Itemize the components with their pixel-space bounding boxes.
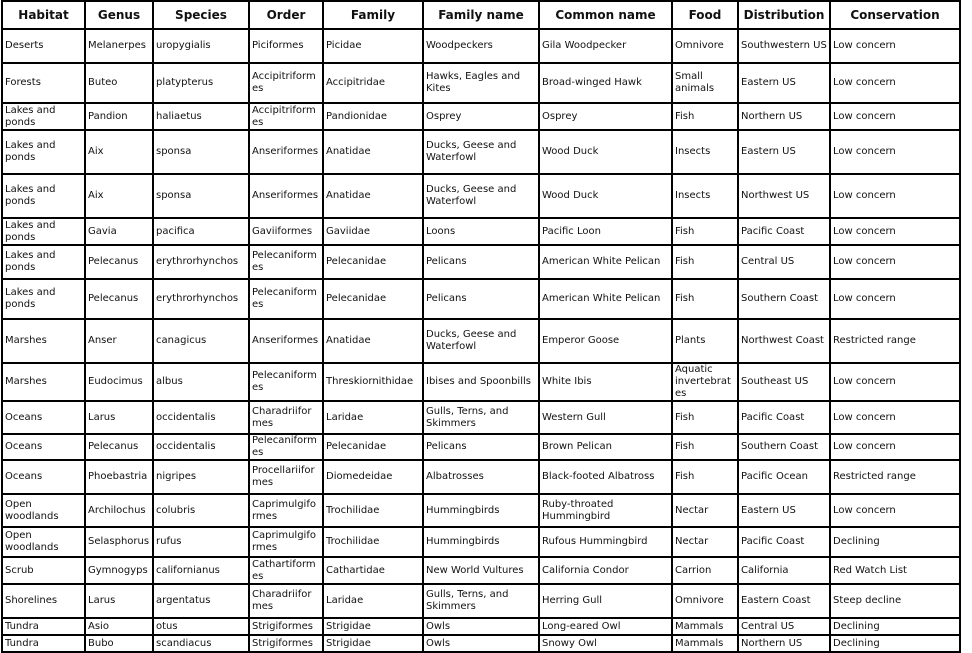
cell-genus[interactable]: Gavia — [85, 218, 153, 245]
cell-family[interactable]: Trochilidae — [323, 527, 423, 557]
cell-distribution[interactable]: Pacific Coast — [738, 401, 830, 434]
table-row — [2, 557, 960, 584]
cell-species[interactable]: colubris — [153, 494, 249, 527]
cell-food[interactable]: Fish — [672, 460, 738, 494]
cell-species[interactable]: haliaetus — [153, 103, 249, 130]
cell-order[interactable]: Pelecaniformes — [249, 434, 323, 460]
cell-food[interactable]: Fish — [672, 245, 738, 279]
cell-species[interactable]: erythrorhynchos — [153, 279, 249, 319]
cell-family-name[interactable]: Osprey — [423, 103, 539, 130]
cell-food[interactable]: Aquatic invertebrates — [672, 363, 738, 401]
cell-distribution[interactable]: Southern Coast — [738, 279, 830, 319]
cell-habitat[interactable]: Open woodlands — [2, 494, 85, 527]
cell-family-name[interactable]: Hummingbirds — [423, 494, 539, 527]
cell-habitat[interactable]: Deserts — [2, 29, 85, 63]
column-header-common-name[interactable]: Common name — [539, 1, 672, 29]
cell-habitat[interactable]: Shorelines — [2, 584, 85, 618]
cell-family[interactable]: Pelecanidae — [323, 245, 423, 279]
cell-conservation[interactable]: Low concern — [830, 245, 960, 279]
column-header-genus[interactable]: Genus — [85, 1, 153, 29]
column-header-species[interactable]: Species — [153, 1, 249, 29]
cell-family-name[interactable]: Gulls, Terns, and Skimmers — [423, 401, 539, 434]
cell-distribution[interactable]: Northern US — [738, 103, 830, 130]
cell-habitat[interactable]: Marshes — [2, 319, 85, 363]
cell-species[interactable]: uropygialis — [153, 29, 249, 63]
cell-conservation[interactable]: Low concern — [830, 279, 960, 319]
cell-habitat[interactable]: Tundra — [2, 618, 85, 635]
cell-family[interactable]: Gaviidae — [323, 218, 423, 245]
cell-species[interactable]: occidentalis — [153, 401, 249, 434]
cell-family-name[interactable]: Ducks, Geese and Waterfowl — [423, 174, 539, 218]
cell-food[interactable]: Fish — [672, 279, 738, 319]
cell-food[interactable]: Small animals — [672, 63, 738, 103]
cell-genus[interactable]: Selasphorus — [85, 527, 153, 557]
cell-family[interactable]: Laridae — [323, 584, 423, 618]
table-row — [2, 460, 960, 494]
cell-common-name[interactable]: Brown Pelican — [539, 434, 672, 460]
cell-habitat[interactable]: Lakes and ponds — [2, 103, 85, 130]
cell-conservation[interactable]: Low concern — [830, 130, 960, 174]
cell-conservation[interactable]: Low concern — [830, 401, 960, 434]
cell-distribution[interactable]: Southwestern US — [738, 29, 830, 63]
table-row — [2, 218, 960, 245]
cell-conservation[interactable]: Low concern — [830, 63, 960, 103]
cell-species[interactable]: californianus — [153, 557, 249, 584]
cell-food[interactable]: Nectar — [672, 494, 738, 527]
cell-conservation[interactable]: Declining — [830, 527, 960, 557]
cell-common-name[interactable]: Wood Duck — [539, 174, 672, 218]
cell-food[interactable]: Omnivore — [672, 29, 738, 63]
cell-genus[interactable]: Eudocimus — [85, 363, 153, 401]
cell-food[interactable]: Fish — [672, 103, 738, 130]
table-row — [2, 319, 960, 363]
table-row — [2, 130, 960, 174]
cell-order[interactable]: Strigiformes — [249, 618, 323, 635]
table-row — [2, 29, 960, 63]
cell-genus[interactable]: Larus — [85, 401, 153, 434]
table-row — [2, 618, 960, 635]
cell-family[interactable]: Strigidae — [323, 618, 423, 635]
cell-conservation[interactable]: Low concern — [830, 363, 960, 401]
cell-family-name[interactable]: Hummingbirds — [423, 527, 539, 557]
cell-food[interactable]: Fish — [672, 401, 738, 434]
cell-order[interactable]: Pelecaniformes — [249, 245, 323, 279]
cell-habitat[interactable]: Lakes and ponds — [2, 245, 85, 279]
cell-species[interactable]: scandiacus — [153, 635, 249, 652]
cell-conservation[interactable]: Low concern — [830, 29, 960, 63]
cell-distribution[interactable]: Eastern US — [738, 494, 830, 527]
cell-order[interactable]: Strigiformes — [249, 635, 323, 652]
cell-family[interactable]: Laridae — [323, 401, 423, 434]
column-header-family[interactable]: Family — [323, 1, 423, 29]
cell-order[interactable]: Cathartiformes — [249, 557, 323, 584]
cell-common-name[interactable]: Pacific Loon — [539, 218, 672, 245]
column-header-habitat[interactable]: Habitat — [2, 1, 85, 29]
cell-genus[interactable]: Aix — [85, 130, 153, 174]
column-header-order[interactable]: Order — [249, 1, 323, 29]
cell-distribution[interactable]: Eastern US — [738, 130, 830, 174]
table-row — [2, 527, 960, 557]
cell-habitat[interactable]: Lakes and ponds — [2, 218, 85, 245]
cell-distribution[interactable]: California — [738, 557, 830, 584]
cell-family-name[interactable]: Ducks, Geese and Waterfowl — [423, 130, 539, 174]
cell-genus[interactable]: Anser — [85, 319, 153, 363]
cell-conservation[interactable]: Restricted range — [830, 460, 960, 494]
column-header-distribution[interactable]: Distribution — [738, 1, 830, 29]
cell-genus[interactable]: Melanerpes — [85, 29, 153, 63]
cell-family[interactable]: Strigidae — [323, 635, 423, 652]
cell-family-name[interactable]: Ibises and Spoonbills — [423, 363, 539, 401]
cell-common-name[interactable]: Herring Gull — [539, 584, 672, 618]
cell-common-name[interactable]: Rufous Hummingbird — [539, 527, 672, 557]
cell-family-name[interactable]: New World Vultures — [423, 557, 539, 584]
cell-family-name[interactable]: Pelicans — [423, 279, 539, 319]
cell-distribution[interactable]: Northwest Coast — [738, 319, 830, 363]
cell-distribution[interactable]: Southeast US — [738, 363, 830, 401]
cell-species[interactable]: otus — [153, 618, 249, 635]
cell-food[interactable]: Insects — [672, 130, 738, 174]
cell-species[interactable]: occidentalis — [153, 434, 249, 460]
cell-conservation[interactable]: Low concern — [830, 434, 960, 460]
cell-family[interactable]: Anatidae — [323, 319, 423, 363]
table-row — [2, 434, 960, 460]
column-header-conservation[interactable]: Conservation — [830, 1, 960, 29]
header-row — [2, 1, 960, 29]
cell-species[interactable]: sponsa — [153, 174, 249, 218]
cell-conservation[interactable]: Declining — [830, 635, 960, 652]
cell-common-name[interactable]: Western Gull — [539, 401, 672, 434]
cell-conservation[interactable]: Low concern — [830, 218, 960, 245]
cell-distribution[interactable]: Eastern Coast — [738, 584, 830, 618]
cell-species[interactable]: albus — [153, 363, 249, 401]
cell-distribution[interactable]: Northwest US — [738, 174, 830, 218]
cell-family[interactable]: Cathartidae — [323, 557, 423, 584]
cell-distribution[interactable]: Eastern US — [738, 63, 830, 103]
cell-order[interactable]: Accipitriformes — [249, 103, 323, 130]
cell-species[interactable]: rufus — [153, 527, 249, 557]
cell-common-name[interactable]: Broad-winged Hawk — [539, 63, 672, 103]
cell-common-name[interactable]: Snowy Owl — [539, 635, 672, 652]
cell-food[interactable]: Plants — [672, 319, 738, 363]
cell-genus[interactable]: Bubo — [85, 635, 153, 652]
table-row — [2, 584, 960, 618]
cell-habitat[interactable]: Scrub — [2, 557, 85, 584]
cell-food[interactable]: Fish — [672, 218, 738, 245]
cell-family[interactable]: Pelecanidae — [323, 434, 423, 460]
cell-family-name[interactable]: Woodpeckers — [423, 29, 539, 63]
cell-order[interactable]: Pelecaniformes — [249, 363, 323, 401]
cell-order[interactable]: Pelecaniformes — [249, 279, 323, 319]
cell-genus[interactable]: Aix — [85, 174, 153, 218]
cell-genus[interactable]: Asio — [85, 618, 153, 635]
cell-common-name[interactable]: American White Pelican — [539, 245, 672, 279]
cell-genus[interactable]: Pandion — [85, 103, 153, 130]
cell-family-name[interactable]: Pelicans — [423, 245, 539, 279]
cell-conservation[interactable]: Declining — [830, 618, 960, 635]
cell-distribution[interactable]: Southern Coast — [738, 434, 830, 460]
cell-distribution[interactable]: Pacific Ocean — [738, 460, 830, 494]
cell-common-name[interactable]: Long-eared Owl — [539, 618, 672, 635]
cell-distribution[interactable]: Central US — [738, 618, 830, 635]
cell-habitat[interactable]: Oceans — [2, 460, 85, 494]
cell-distribution[interactable]: Northern US — [738, 635, 830, 652]
cell-genus[interactable]: Pelecanus — [85, 434, 153, 460]
cell-family-name[interactable]: Hawks, Eagles and Kites — [423, 63, 539, 103]
bird-table — [1, 0, 961, 653]
cell-food[interactable]: Omnivore — [672, 584, 738, 618]
table-row — [2, 494, 960, 527]
cell-family[interactable]: Pelecanidae — [323, 279, 423, 319]
cell-food[interactable]: Fish — [672, 434, 738, 460]
cell-family[interactable]: Anatidae — [323, 130, 423, 174]
cell-order[interactable]: Gaviiformes — [249, 218, 323, 245]
table-row — [2, 174, 960, 218]
cell-food[interactable]: Nectar — [672, 527, 738, 557]
cell-distribution[interactable]: Pacific Coast — [738, 527, 830, 557]
table-row — [2, 401, 960, 434]
cell-distribution[interactable]: Pacific Coast — [738, 218, 830, 245]
cell-species[interactable]: nigripes — [153, 460, 249, 494]
cell-conservation[interactable]: Low concern — [830, 103, 960, 130]
cell-species[interactable]: sponsa — [153, 130, 249, 174]
cell-food[interactable]: Carrion — [672, 557, 738, 584]
cell-genus[interactable]: Gymnogyps — [85, 557, 153, 584]
cell-family-name[interactable]: Pelicans — [423, 434, 539, 460]
cell-family-name[interactable]: Ducks, Geese and Waterfowl — [423, 319, 539, 363]
cell-family-name[interactable]: Loons — [423, 218, 539, 245]
cell-species[interactable]: pacifica — [153, 218, 249, 245]
cell-common-name[interactable]: Wood Duck — [539, 130, 672, 174]
cell-common-name[interactable]: Ruby-throated Hummingbird — [539, 494, 672, 527]
cell-habitat[interactable]: Oceans — [2, 434, 85, 460]
cell-order[interactable]: Anseriformes — [249, 319, 323, 363]
table-row — [2, 245, 960, 279]
cell-genus[interactable]: Buteo — [85, 63, 153, 103]
cell-genus[interactable]: Larus — [85, 584, 153, 618]
cell-habitat[interactable]: Tundra — [2, 635, 85, 652]
cell-common-name[interactable]: American White Pelican — [539, 279, 672, 319]
cell-species[interactable]: platypterus — [153, 63, 249, 103]
cell-common-name[interactable]: California Condor — [539, 557, 672, 584]
cell-habitat[interactable]: Lakes and ponds — [2, 130, 85, 174]
cell-food[interactable]: Mammals — [672, 618, 738, 635]
cell-common-name[interactable]: Emperor Goose — [539, 319, 672, 363]
cell-common-name[interactable]: White Ibis — [539, 363, 672, 401]
cell-genus[interactable]: Pelecanus — [85, 279, 153, 319]
cell-habitat[interactable]: Lakes and ponds — [2, 279, 85, 319]
cell-food[interactable]: Insects — [672, 174, 738, 218]
cell-order[interactable]: Anseriformes — [249, 130, 323, 174]
table-row — [2, 635, 960, 652]
cell-family-name[interactable]: Owls — [423, 635, 539, 652]
cell-order[interactable]: Piciformes — [249, 29, 323, 63]
cell-habitat[interactable]: Oceans — [2, 401, 85, 434]
cell-family[interactable]: Anatidae — [323, 174, 423, 218]
cell-habitat[interactable]: Marshes — [2, 363, 85, 401]
column-header-food[interactable]: Food — [672, 1, 738, 29]
cell-order[interactable]: Accipitriformes — [249, 63, 323, 103]
cell-species[interactable]: canagicus — [153, 319, 249, 363]
table-body — [2, 29, 960, 652]
cell-conservation[interactable]: Low concern — [830, 494, 960, 527]
cell-order[interactable]: Charadriiformes — [249, 584, 323, 618]
cell-conservation[interactable]: Red Watch List — [830, 557, 960, 584]
cell-food[interactable]: Mammals — [672, 635, 738, 652]
cell-common-name[interactable]: Gila Woodpecker — [539, 29, 672, 63]
cell-order[interactable]: Caprimulgiformes — [249, 527, 323, 557]
cell-order[interactable]: Charadriiformes — [249, 401, 323, 434]
cell-habitat[interactable]: Open woodlands — [2, 527, 85, 557]
cell-family-name[interactable]: Albatrosses — [423, 460, 539, 494]
column-header-family-name[interactable]: Family name — [423, 1, 539, 29]
cell-genus[interactable]: Phoebastria — [85, 460, 153, 494]
cell-species[interactable]: argentatus — [153, 584, 249, 618]
cell-family[interactable]: Picidae — [323, 29, 423, 63]
cell-genus[interactable]: Pelecanus — [85, 245, 153, 279]
cell-species[interactable]: erythrorhynchos — [153, 245, 249, 279]
cell-family-name[interactable]: Owls — [423, 618, 539, 635]
cell-common-name[interactable]: Black-footed Albatross — [539, 460, 672, 494]
table-row — [2, 279, 960, 319]
cell-distribution[interactable]: Central US — [738, 245, 830, 279]
cell-common-name[interactable]: Osprey — [539, 103, 672, 130]
cell-conservation[interactable]: Steep decline — [830, 584, 960, 618]
cell-family[interactable]: Pandionidae — [323, 103, 423, 130]
table-row — [2, 363, 960, 401]
cell-genus[interactable]: Archilochus — [85, 494, 153, 527]
cell-order[interactable]: Anseriformes — [249, 174, 323, 218]
cell-family[interactable]: Threskiornithidae — [323, 363, 423, 401]
cell-family[interactable]: Accipitridae — [323, 63, 423, 103]
cell-habitat[interactable]: Lakes and ponds — [2, 174, 85, 218]
table-row — [2, 103, 960, 130]
cell-family[interactable]: Trochilidae — [323, 494, 423, 527]
cell-order[interactable]: Caprimulgiformes — [249, 494, 323, 527]
cell-conservation[interactable]: Low concern — [830, 174, 960, 218]
cell-order[interactable]: Procellariiformes — [249, 460, 323, 494]
table-row — [2, 63, 960, 103]
cell-habitat[interactable]: Forests — [2, 63, 85, 103]
cell-family[interactable]: Diomedeidae — [323, 460, 423, 494]
cell-conservation[interactable]: Restricted range — [830, 319, 960, 363]
cell-family-name[interactable]: Gulls, Terns, and Skimmers — [423, 584, 539, 618]
